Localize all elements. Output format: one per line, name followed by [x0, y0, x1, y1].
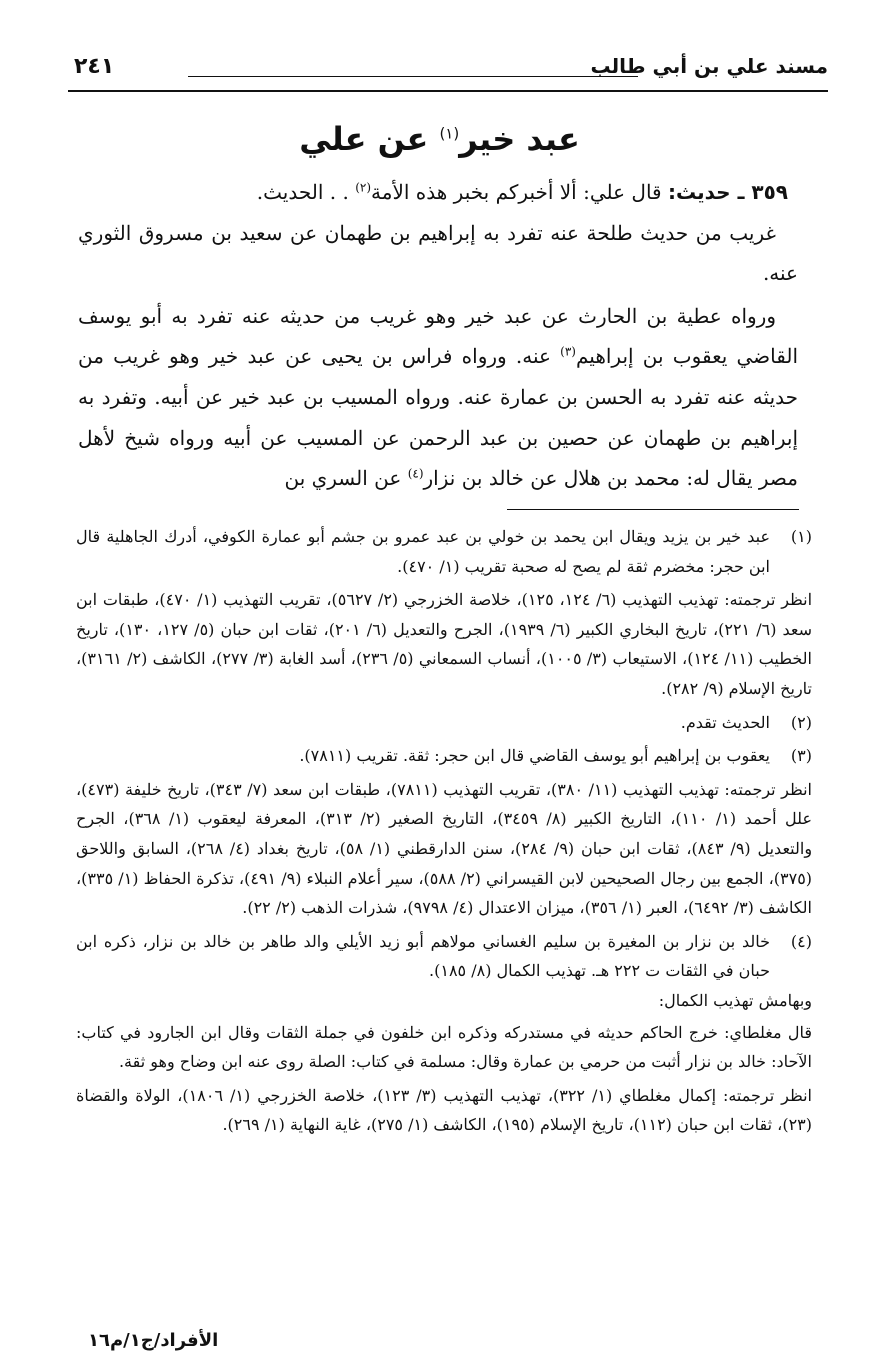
title-note-mark: (١)	[439, 124, 460, 143]
footnote-number: (٣)	[790, 746, 812, 766]
page-number: ٢٤١	[74, 54, 115, 79]
note-mark-3: (٣)	[560, 344, 576, 359]
footnote-4-margin-text: قال مغلطاي: خرج الحاكم حديثه في مستدركه وذكره ابن خلفون في جملة الثقات وقال ابن الجارود في كتاب: الآحاد: خالد بن نزار أثبت من حرمي بن عمارة وقال: مسلمة في كتاب: الصلة روى عنه ابن وضاح وهو ثقة.	[76, 1022, 812, 1072]
entry-line	[78, 172, 788, 213]
footnote-divider	[507, 509, 799, 510]
paragraph-1: غريب من حديث طلحة عنه تفرد به إبراهيم بن طهمان عن سعيد بن مسروق الثوري عنه.	[78, 220, 798, 286]
page-header	[68, 50, 828, 90]
entry-number: ٣٥٩ ـ حديث:	[667, 180, 788, 204]
footnote-number: (١)	[790, 527, 812, 546]
footnote-text: يعقوب بن إبراهيم أبو يوسف القاضي قال ابن حجر: ثقة. تقريب (٧٨١١).	[299, 746, 770, 766]
footnote-3-refs: انظر ترجمته: تهذيب التهذيب (١١/ ٣٨٠)، تقريب التهذيب (٧٨١١)، طبقات ابن سعد (٧/ ٣٤٣)، تاريخ خليفة (٤٧٣)، علل أحمد (١/ ١١٠)، التاريخ الكبير (٨/ ٣٤٥٩)، التاريخ الصغير (٢/ ٣١٣)، المعرفة ليعقوب (١/ ٣٦٨)، الجرح والتعديل (٩/ ٨٤٣)، ثقات ابن حبان (٩/ ٢٨٤)، سنن الدارقطني (١/ ٥٨)، تاريخ بغداد (٤/ ٢٦٨)، السابق واللاحق (٣٧٥)، الجمع بين رجال الصحيحين لابن القيسراني (٢/ ٥٨٨)، سير أعلام النبلاء (٩/ ٤٩١)، تذكرة الحفاظ (١/ ٣٣٥)، الكاشف (٣/ ٦٤٩٢)، العبر (١/ ٣٥٦)، ميزان الاعتدال (٤/ ٩٧٩٨)، شذرات الذهب (٢/ ٢٢).	[76, 779, 813, 918]
footnote-4-margin-label: وبهامش تهذيب الكمال:	[658, 990, 812, 1010]
header-rule-short	[188, 76, 638, 77]
note-mark-4: (٤)	[407, 466, 424, 481]
entry-note-mark: (٢)	[355, 180, 372, 195]
footnote-1-refs: انظر ترجمته: تهذيب التهذيب (٦/ ١٢٤، ١٢٥)، خلاصة الخزرجي (٢/ ٥٦٢٧)، تقريب التهذيب (١/ ٤٧٠)، طبقات ابن سعد (٦/ ٢٢١)، تاريخ البخاري الكبير (٦/ ١٩٣٩)، الجرح والتعديل (٦/ ٢٠١)، ثقات ابن حبان (٥/ ١٢٧، ١٣٠)، تاريخ الخطيب (١١/ ١٢٤)، الاستيعاب (٣/ ١٠٠٥)، أنساب السمعاني (٥/ ٢٣٦)، أسد الغابة (٣/ ٢٧٧)، الكاشف (٢/ ٣١٦١)، تاريخ الإسلام (٩/ ٢٨٢).	[76, 590, 813, 698]
title-suffix: عن علي	[299, 120, 429, 158]
footnote-4	[76, 927, 812, 986]
signature-mark: الأفراد/ج١/م١٦	[88, 1330, 219, 1351]
paragraph-2-part-b: عنه. ورواه فراس بن يحيى عن عبد خير وهو غريب من حديثه عنه تفرد به الحسن بن عمارة عنه. ورواه المسيب بن عبد خير عن أبيه. وتفرد به إبراهيم بن طهمان عن حصين بن عبد الرحمن عن المسيب عن أبيه ورواه شيخ لأهل مصر يقال له: محمد بن هلال عن خالد بن نزار	[78, 344, 798, 491]
running-title: مسند علي بن أبي طالب	[590, 54, 828, 78]
footnote-text: خالد بن نزار بن المغيرة بن سليم الغساني مولاهم أبو زيد الأيلي والد طاهر بن خالد بن نزار، ذكره ابن حبان في الثقات ت ٢٢٢ هـ. تهذيب الكمال (٨/ ١٨٥).	[76, 931, 770, 981]
footnote-4-refs: انظر ترجمته: إكمال مغلطاي (١/ ٣٢٢)، تهذيب التهذيب (٣/ ١٢٣)، خلاصة الخزرجي (١/ ١٨٠٦)، الولاة والقضاة (٢٣)، ثقات ابن حبان (١١٢)، تاريخ الإسلام (١٩٥)، الكاشف (١/ ٢٧٥)، غاية النهاية (١/ ٢٦٩).	[76, 1085, 812, 1135]
footnote-number: (٤)	[790, 931, 812, 951]
section-title	[0, 120, 879, 158]
footnote-1	[76, 522, 812, 581]
main-text	[78, 172, 798, 499]
footnote-text: عبد خير بن يزيد ويقال ابن يحمد بن خولي بن عبد عمرو بن جشم أبو عمارة الكوفي، أدرك الجاهلية قال ابن حجر: مخضرم ثقة لم يصح له صحبة تقريب (١/ ٤٧٠).	[76, 527, 770, 576]
header-rule	[68, 90, 828, 92]
footnote-number: (٢)	[790, 712, 812, 732]
footnote-3	[76, 741, 812, 771]
paragraph-2-part-c: عن السري بن	[284, 466, 402, 491]
entry-tail: . . الحديث.	[256, 180, 349, 204]
footnote-2	[76, 708, 812, 738]
entry-text: قال علي: ألا أخبركم بخبر هذه الأمة	[371, 180, 662, 204]
footnotes	[76, 522, 812, 1140]
footnote-text: الحديث تقدم.	[680, 712, 770, 732]
title-main: عبد خير	[459, 120, 580, 158]
paragraph-2-part-a: ورواه عطية بن الحارث عن عبد خير وهو غريب من حديثه عنه تفرد به أبو يوسف القاضي يعقوب بن إبراهيم	[78, 303, 798, 369]
paragraph-2	[78, 296, 798, 499]
